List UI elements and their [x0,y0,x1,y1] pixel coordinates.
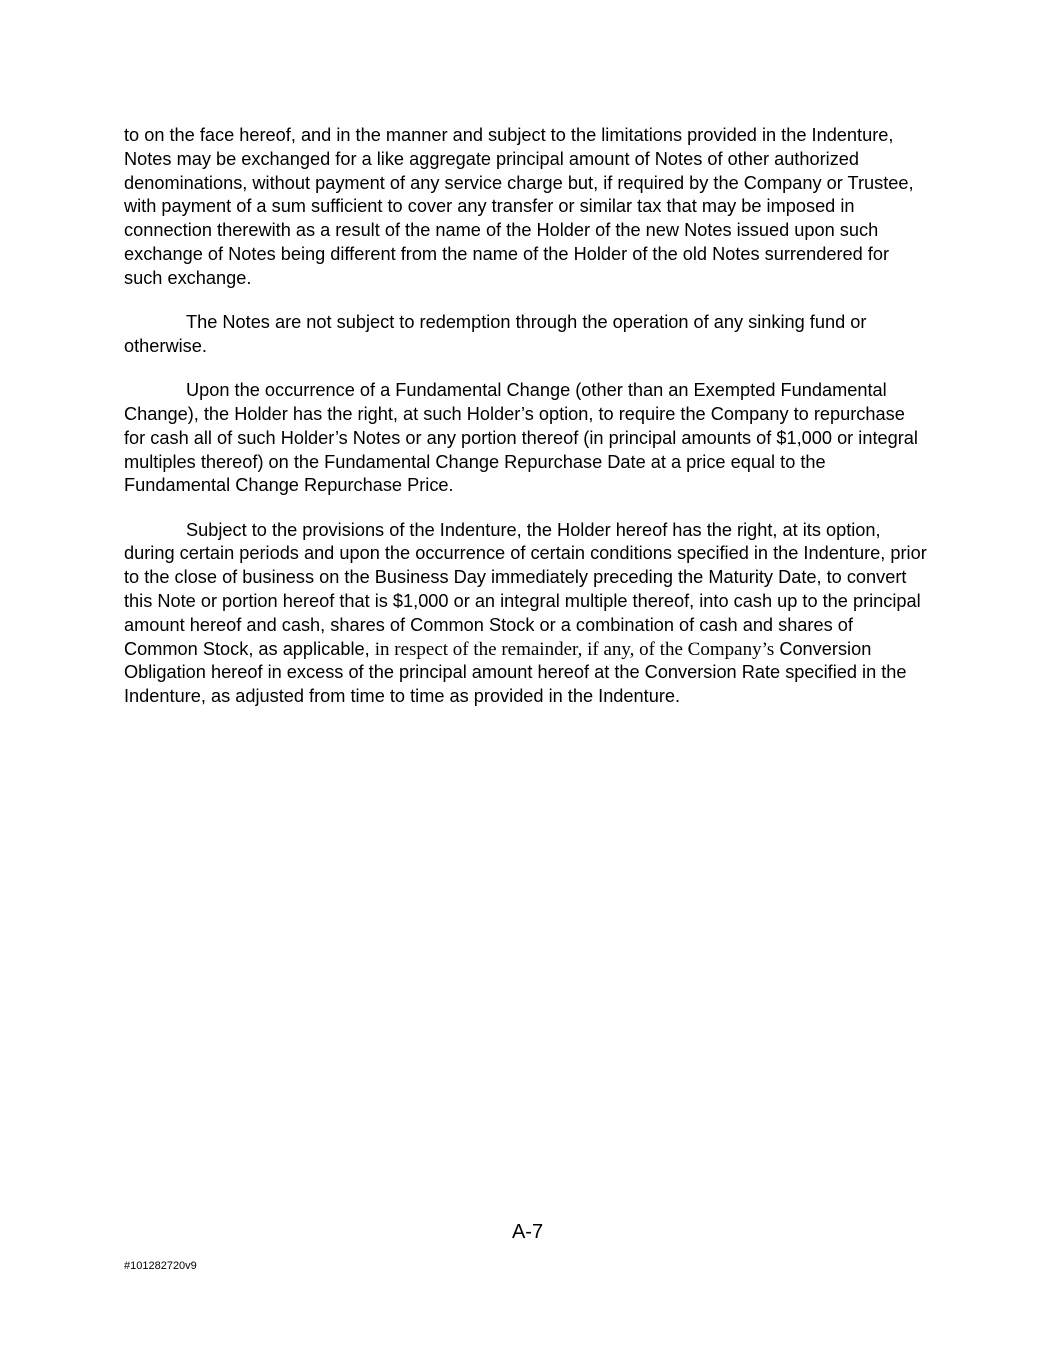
document-id: #101282720v9 [124,1260,197,1272]
document-body [124,124,930,730]
paragraph-conversion-part3: Conversion Obligation hereof in excess of the principal amount hereof at the Conversion Rate specified in the Indenture, as adjusted from time to time as provided in the Indenture. [124,638,907,707]
paragraph-conversion-part1: Subject to the provisions of the Indenture, the Holder hereof has the right, at its option, during certain periods and upon the occurrence of certain conditions specified in the Indenture, prior to the close of business on the Business Day immediately preceding the Maturity Date, to convert this Note or portion hereof that is $1,000 or an integral multiple thereof, into cash up to the principal amount hereof and cash, shares of Common Stock or a combination of cash and shares of Common Stock, as applicable, [124,519,927,659]
paragraph-conversion [124,519,930,709]
page-number: A-7 [511,1221,544,1243]
paragraph-fundamental-change: Upon the occurrence of a Fundamental Change (other than an Exempted Fundamental Change), the Holder has the right, at such Holder’s option, to require the Company to repurchase for cash all of such Holder’s Notes or any portion thereof (in principal amounts of $1,000 or integral multiples thereof) on the Fundamental Change Repurchase Date at a price equal to the Fundamental Change Repurchase Price. [124,380,918,496]
paragraph-exchange: to on the face hereof, and in the manner and subject to the limitations provided in the Indenture, Notes may be exchanged for a like aggregate principal amount of Notes of other authorized denominations, without payment of any service charge but, if required by the Company or Trustee, with payment of a sum sufficient to cover any transfer or similar tax that may be imposed in connection therewith as a result of the name of the Holder of the new Notes issued upon such exchange of Notes being different from the name of the Holder of the old Notes surrendered for such exchange. [124,125,914,288]
paragraph-sinking-fund: The Notes are not subject to redemption through the operation of any sinking fund or otherwise. [124,312,867,356]
paragraph-conversion-part2: in respect of the remainder, if any, of the Company’s [374,638,775,660]
